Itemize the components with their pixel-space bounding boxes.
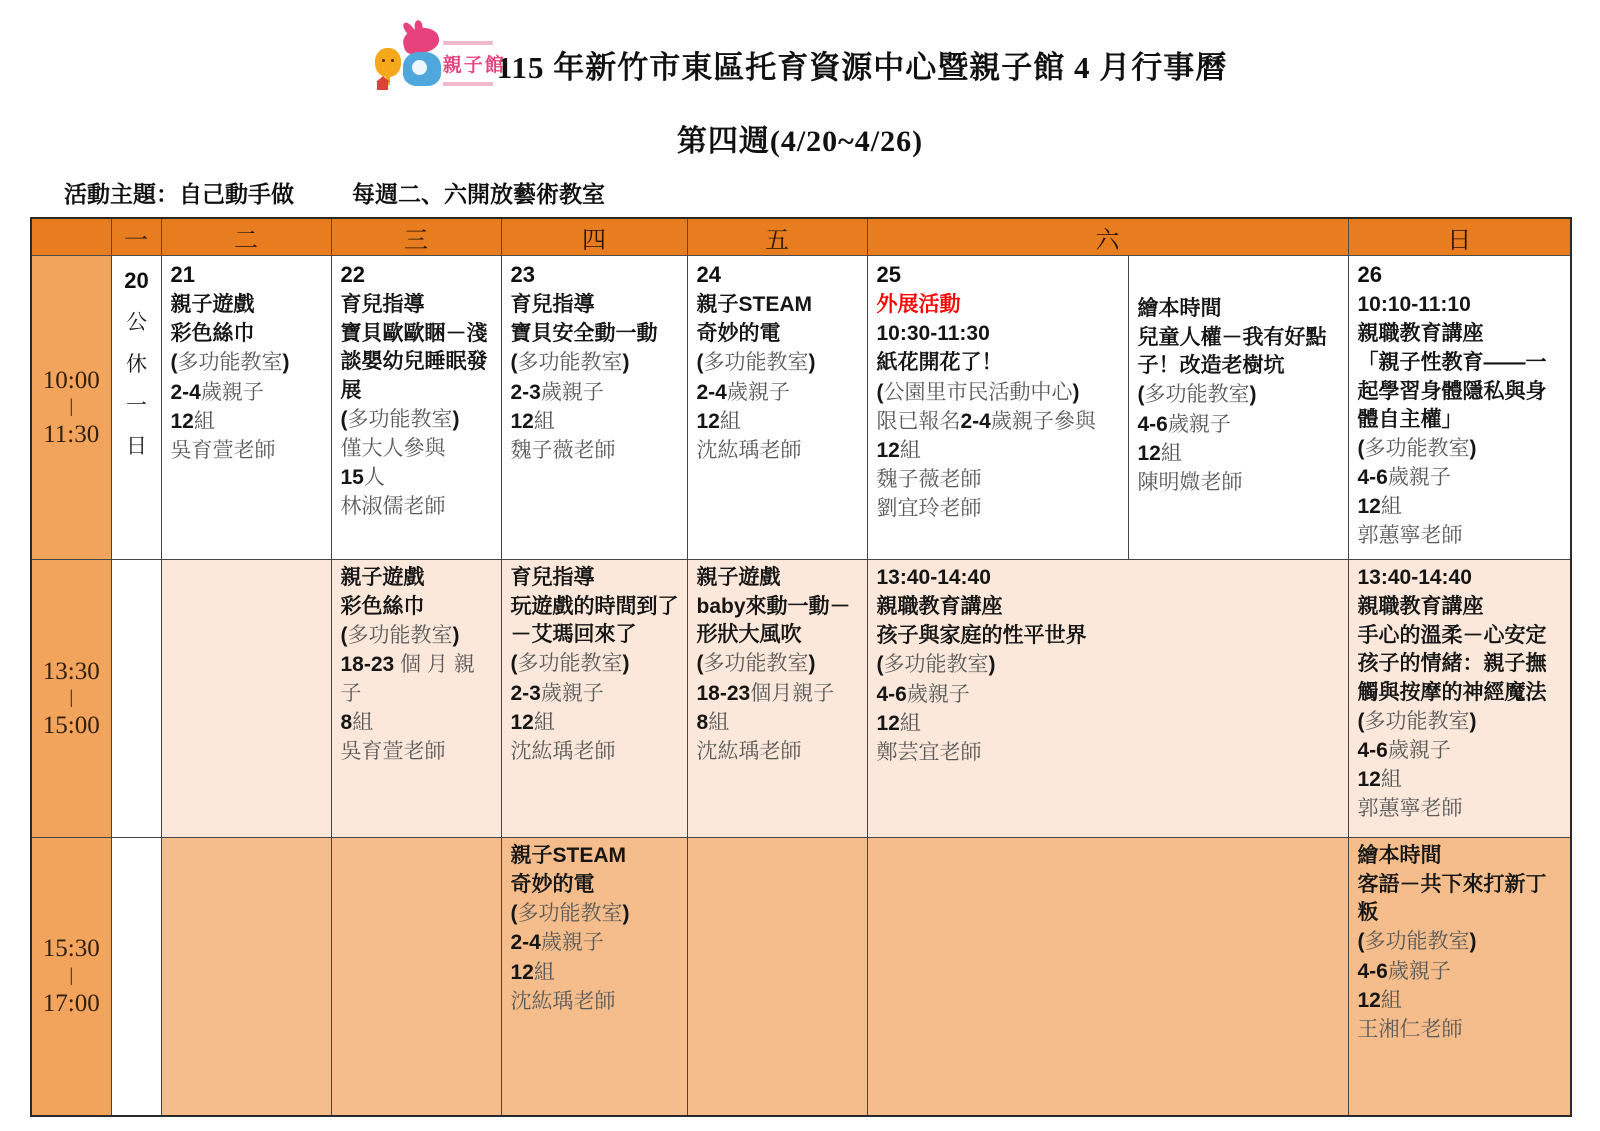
weekday-header-2: 二 bbox=[161, 218, 331, 256]
schedule-row-3 bbox=[31, 838, 1571, 1116]
cell-r1-fri bbox=[687, 256, 867, 560]
cell-text-line: (多功能教室) bbox=[510, 902, 630, 926]
cell-text-line: 12組 bbox=[1357, 767, 1402, 791]
cell-text-line: 彩色絲巾 bbox=[170, 322, 255, 346]
cell-text-line: (多功能教室) bbox=[876, 653, 996, 677]
cell-text-line: (多功能教室) bbox=[510, 652, 630, 676]
cell-text-line: 親子STEAM bbox=[696, 293, 812, 317]
cell-text-line: 沈紘瑀老師 bbox=[510, 739, 616, 763]
cell-text-line: 25 bbox=[876, 262, 901, 287]
cell-text-line: 繪本時間 bbox=[1137, 297, 1222, 320]
cell-text-line: 吳育萱老師 bbox=[340, 739, 446, 763]
cell-text-line: 15人 bbox=[340, 465, 385, 489]
cell-text-line: 魏子薇老師 bbox=[510, 438, 616, 462]
cell-text-line: 12組 bbox=[510, 960, 555, 984]
cell-r1-sat-b bbox=[1128, 256, 1348, 560]
cell-text-line: 公 bbox=[126, 311, 147, 335]
cell-text-line: 2-4歲親子 bbox=[170, 380, 264, 404]
cell-text-line: 育兒指導 bbox=[510, 293, 595, 317]
title-row bbox=[0, 0, 1600, 98]
weekday-header-row bbox=[31, 218, 1571, 256]
cell-text-line: 寶貝歐歐睏－淺談嬰幼兒睡眠發展 bbox=[340, 322, 488, 402]
cell-text-line: 12組 bbox=[1357, 988, 1402, 1012]
weekday-header-6: 六 bbox=[867, 218, 1348, 256]
cell-text-line: 4-6歲親子 bbox=[1357, 465, 1451, 489]
cell-text-line: 4-6歲親子 bbox=[876, 682, 970, 706]
cell-text-line: 24 bbox=[696, 262, 721, 287]
cell-text-line: 21 bbox=[170, 262, 195, 287]
cell-text-line: 12組 bbox=[876, 438, 921, 462]
theme-label: 活動主題：自己動手做 bbox=[64, 181, 294, 207]
cell-text-line: 兒童人權－我有好點子！改造老樹坑 bbox=[1137, 326, 1327, 378]
cell-text-line: (多功能教室) bbox=[1357, 709, 1477, 733]
cell-text-line: 沈紘瑀老師 bbox=[696, 739, 802, 763]
cell-text-line: 陳明媺老師 bbox=[1137, 470, 1243, 494]
cell-text-line: 郭蕙寧老師 bbox=[1357, 524, 1463, 548]
cell-r1-thu bbox=[501, 256, 687, 560]
cell-r2-sat bbox=[867, 560, 1348, 838]
cell-text-line: 客語－共下來打新丁粄 bbox=[1357, 873, 1547, 925]
cell-text-line: 12組 bbox=[170, 409, 215, 433]
cell-text-line: 12組 bbox=[876, 711, 921, 735]
time-slot-1: 10:00 | 11:30 bbox=[31, 256, 111, 560]
cell-text-line: 育兒指導 bbox=[510, 566, 595, 589]
schedule-table bbox=[30, 217, 1572, 1117]
cell-text-line: 親子遊戲 bbox=[696, 566, 781, 589]
cell-r2-fri bbox=[687, 560, 867, 838]
cell-text-line: 10:30-11:30 bbox=[876, 322, 990, 346]
week-subtitle: 第四週(4/20~4/26) bbox=[676, 125, 924, 158]
logo-bear-icon bbox=[375, 48, 401, 77]
cell-text-line: 12組 bbox=[510, 710, 555, 734]
cell-text-line: 親職教育講座 bbox=[876, 595, 1003, 619]
cell-text-line: 親職教育講座 bbox=[1357, 595, 1484, 619]
cell-text-line: 親子遊戲 bbox=[170, 293, 255, 317]
cell-text-line: 魏子薇老師 bbox=[876, 467, 982, 491]
theme-line bbox=[64, 176, 1600, 209]
center-logo bbox=[373, 24, 506, 98]
cell-r3-wed bbox=[331, 838, 501, 1116]
cell-text-line: (多功能教室) bbox=[696, 351, 816, 375]
cell-text-line: 4-6歲親子 bbox=[1137, 412, 1231, 436]
cell-text-line: 紙花開花了！ bbox=[876, 351, 1003, 375]
cell-text-line: (多功能教室) bbox=[340, 624, 460, 648]
cell-text-line: 繪本時間 bbox=[1357, 844, 1442, 867]
cell-text-line: 沈紘瑀老師 bbox=[510, 989, 616, 1013]
cell-text-line: 親子STEAM bbox=[510, 844, 626, 867]
cell-text-line: 郭蕙寧老師 bbox=[1357, 797, 1463, 820]
logo-house-icon bbox=[377, 82, 388, 90]
cell-text-line: 12組 bbox=[696, 409, 741, 433]
weekday-header-1: 一 bbox=[111, 218, 161, 256]
cell-text-line: 一 bbox=[126, 393, 147, 417]
cell-text-line: 鄭芸宜老師 bbox=[876, 740, 982, 764]
cell-text-line: 10:10-11:10 bbox=[1357, 293, 1471, 317]
cell-text-line: 13:40-14:40 bbox=[1357, 566, 1472, 589]
cell-text-line: (多功能教室) bbox=[510, 351, 630, 375]
schedule-row-2 bbox=[31, 560, 1571, 838]
cell-text-line: 日 bbox=[126, 435, 147, 459]
open-note: 每週二、六開放藝術教室 bbox=[352, 181, 605, 207]
cell-text-line: 寶貝安全動一動 bbox=[510, 322, 658, 346]
cell-text-line: 彩色絲巾 bbox=[340, 595, 425, 619]
cell-text-line: 親子遊戲 bbox=[340, 566, 425, 589]
cell-text-line: 沈紘瑀老師 bbox=[696, 438, 802, 462]
logo-elephant-icon bbox=[403, 52, 441, 86]
cell-text-line: 13:40-14:40 bbox=[876, 566, 991, 589]
cell-r1-wed bbox=[331, 256, 501, 560]
cell-text-line: 2-3歲親子 bbox=[510, 380, 604, 404]
cell-r3-sun bbox=[1348, 838, 1571, 1116]
cell-text-line: (多功能教室) bbox=[696, 652, 816, 676]
cell-r2-wed bbox=[331, 560, 501, 838]
cell-text-line: 休 bbox=[126, 352, 147, 376]
cell-r3-sat bbox=[867, 838, 1348, 1116]
cell-text-line: (多功能教室) bbox=[170, 351, 290, 375]
cell-r1-sun bbox=[1348, 256, 1571, 560]
cell-r2-thu bbox=[501, 560, 687, 838]
cell-text-line: 22 bbox=[340, 262, 365, 287]
cell-r3-thu bbox=[501, 838, 687, 1116]
cell-text-line: 4-6歲親子 bbox=[1357, 959, 1451, 983]
cell-text-line: 手心的溫柔－心安定孩子的情緒：親子撫觸與按摩的神經魔法 bbox=[1357, 624, 1547, 704]
cell-text-line: (公園里市民活動中心) bbox=[876, 380, 1080, 404]
cell-text-line: 吳育萱老師 bbox=[170, 438, 276, 462]
cell-r2-sun bbox=[1348, 560, 1571, 838]
cell-text-line: 孩子與家庭的性平世界 bbox=[876, 624, 1087, 648]
cell-r2-mon bbox=[111, 560, 161, 838]
cell-text-line: (多功能教室) bbox=[340, 407, 460, 431]
cell-text-line: 12組 bbox=[1357, 495, 1402, 518]
cell-r3-fri bbox=[687, 838, 867, 1116]
cell-text-line: 18-23個月親子 bbox=[696, 681, 835, 705]
cell-text-line: 王湘仁老師 bbox=[1357, 1017, 1463, 1041]
cell-text-line: 劉宜玲老師 bbox=[876, 497, 982, 520]
weekday-header-4: 四 bbox=[501, 218, 687, 256]
cell-text-line: (多功能教室) bbox=[1137, 383, 1257, 407]
cell-r1-tue bbox=[161, 256, 331, 560]
cell-text-line: 18-23 個 月 親 子 bbox=[340, 653, 475, 705]
weekday-header-7: 日 bbox=[1348, 218, 1571, 256]
cell-text-line: baby來動一動－形狀大風吹 bbox=[696, 595, 851, 647]
cell-text-line: 奇妙的電 bbox=[510, 873, 595, 897]
cell-text-line: 2-4歲親子 bbox=[696, 380, 790, 404]
cell-text-line: 玩遊戲的時間到了－艾瑪回來了 bbox=[510, 595, 679, 647]
time-slot-3: 15:30 | 17:00 bbox=[31, 838, 111, 1116]
cell-r3-mon bbox=[111, 838, 161, 1116]
schedule-row-1 bbox=[31, 256, 1571, 560]
cell-text-line: 僅大人參與 bbox=[340, 436, 446, 460]
schedule-body bbox=[31, 256, 1571, 1116]
weekday-header-3: 三 bbox=[331, 218, 501, 256]
cell-text-line: 8組 bbox=[696, 710, 730, 734]
weekday-header-5: 五 bbox=[687, 218, 867, 256]
page-title: 115 年新竹市東區托育資源中心暨親子館 4 月行事曆 bbox=[496, 49, 1228, 85]
cell-text-line: 2-4歲親子 bbox=[510, 931, 604, 955]
cell-text-line: 4-6歲親子 bbox=[1357, 738, 1451, 762]
cell-text-line: 限已報名2-4歲親子參與 bbox=[876, 409, 1096, 433]
cell-text-line: 2-3歲親子 bbox=[510, 681, 604, 705]
cell-text-line: 林淑儒老師 bbox=[340, 495, 446, 518]
weekday-header-0 bbox=[31, 218, 111, 256]
cell-text-line: 12組 bbox=[510, 409, 555, 433]
cell-text-line: (多功能教室) bbox=[1357, 930, 1477, 954]
cell-text-line: (多功能教室) bbox=[1357, 436, 1477, 460]
cell-text-line: 26 bbox=[1357, 262, 1382, 287]
cell-text-line: 育兒指導 bbox=[340, 293, 425, 317]
cell-text-line: 奇妙的電 bbox=[696, 322, 781, 346]
cell-text-line: 8組 bbox=[340, 710, 374, 734]
cell-text-line: 「親子性教育——一起學習身體隱私與身體自主權」 bbox=[1357, 351, 1547, 431]
cell-text-line: 外展活動 bbox=[876, 293, 961, 317]
cell-r3-tue bbox=[161, 838, 331, 1116]
time-slot-2: 13:30 | 15:00 bbox=[31, 560, 111, 838]
logo-text: 親子館 bbox=[443, 50, 506, 77]
cell-text-line: 12組 bbox=[1137, 441, 1182, 465]
cell-r2-tue bbox=[161, 560, 331, 838]
cell-text-line: 20 bbox=[124, 268, 149, 293]
cell-r1-sat-a bbox=[867, 256, 1128, 560]
cell-r1-mon bbox=[111, 256, 161, 560]
cell-text-line: 23 bbox=[510, 262, 535, 287]
cell-text-line: 親職教育講座 bbox=[1357, 322, 1484, 346]
